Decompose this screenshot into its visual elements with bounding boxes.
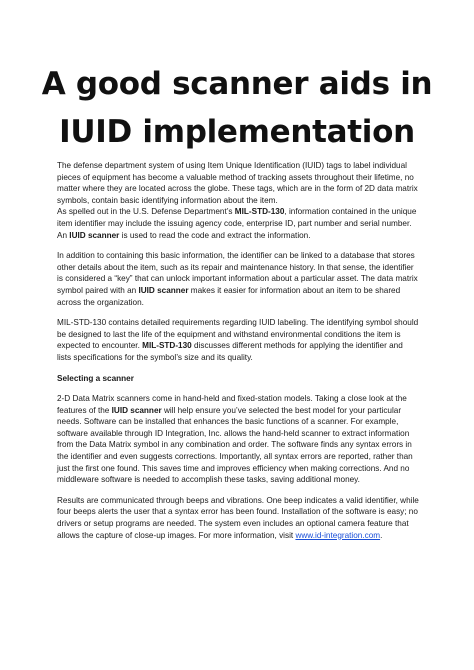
text-run: , information contained in the unique item identifier may include the issuing agency code, enterprise ID, part number and serial number. An bbox=[57, 207, 417, 240]
section-heading: Selecting a scanner bbox=[57, 373, 134, 383]
bold-term: IUID scanner bbox=[111, 405, 162, 415]
text-run: 2-D Data Matrix scanners come in hand-held and fixed-station models. Taking a close look at the features of the bbox=[57, 394, 407, 415]
text-run: is used to read the code and extract the information. bbox=[119, 230, 311, 240]
bold-term: MIL-STD-130 bbox=[234, 207, 285, 217]
paragraph-labeling bbox=[57, 317, 419, 363]
paragraph-mil-std bbox=[57, 206, 419, 241]
website-link[interactable]: www.id-integration.com bbox=[295, 530, 381, 540]
paragraph-database bbox=[57, 250, 419, 308]
text-run: will help ensure you’ve selected the best model for your particular needs. Software can be installed that enhances the basic functions of a scanner. For example, software available through ID Integration, Inc. allows the hand-held scanner to extract information from the Data Matrix symbol in any combination and order. The software finds any syntax errors in the identifier and even suggests corrections. Importantly, all syntax errors are reported, rather than just the first one found. This saves time and improves efficiency when making corrections. And no middleware software is needed to accomplish these tasks, saving additional money. bbox=[57, 405, 413, 485]
text-run: makes it easier for information about an item to be shared across the organization. bbox=[57, 285, 401, 307]
title-line-1: A good scanner aids in bbox=[41, 66, 433, 102]
text-run: . bbox=[380, 530, 383, 540]
paragraph-intro: The defense department system of using Item Unique Identification (IUID) tags to label individual pieces of equipment has become a valuable method of tracking assets throughout their lifetime, no matter where they are located across the globe. These tags, which are in the form of 2D data matrix symbols, contain basic identifying information about the item. bbox=[57, 161, 418, 205]
bold-term: IUID scanner bbox=[138, 285, 189, 295]
text-run: discusses different methods for applying the identifier and lists specifications for the symbol’s size and its quality. bbox=[57, 341, 403, 362]
bold-term: MIL-STD-130 bbox=[142, 341, 192, 351]
paragraph-results bbox=[57, 495, 419, 541]
text-run: Results are communicated through beeps and vibrations. One beep indicates a valid identifier, while four beeps alerts the user that a syntax error has been found. Installation of the software is easy; no drivers or setup programs are needed. The system even includes an optional camera feature that allows the capture of close-up images. For more information, visit bbox=[57, 495, 419, 540]
paragraph-scanners bbox=[57, 393, 419, 486]
text-run: In addition to containing this basic information, the identifier can be linked to a database that stores other details about the item, such as its repair and maintenance history. In that sense, the identifier is considered a “key” that can unlock important information about a particular asset. The data matrix symbol paired with an bbox=[57, 251, 418, 295]
text-run: As spelled out in the U.S. Defense Department’s bbox=[57, 207, 235, 217]
text-run: MIL-STD-130 contains detailed requirements regarding IUID labeling. The identifying symbol should be designed to last the life of the equipment and withstand environmental conditions the item is expected to encounter. bbox=[57, 318, 419, 351]
article-body bbox=[57, 160, 419, 550]
page-title bbox=[20, 60, 454, 156]
bold-term: IUID scanner bbox=[69, 230, 120, 240]
title-line-2: IUID implementation bbox=[59, 114, 415, 150]
